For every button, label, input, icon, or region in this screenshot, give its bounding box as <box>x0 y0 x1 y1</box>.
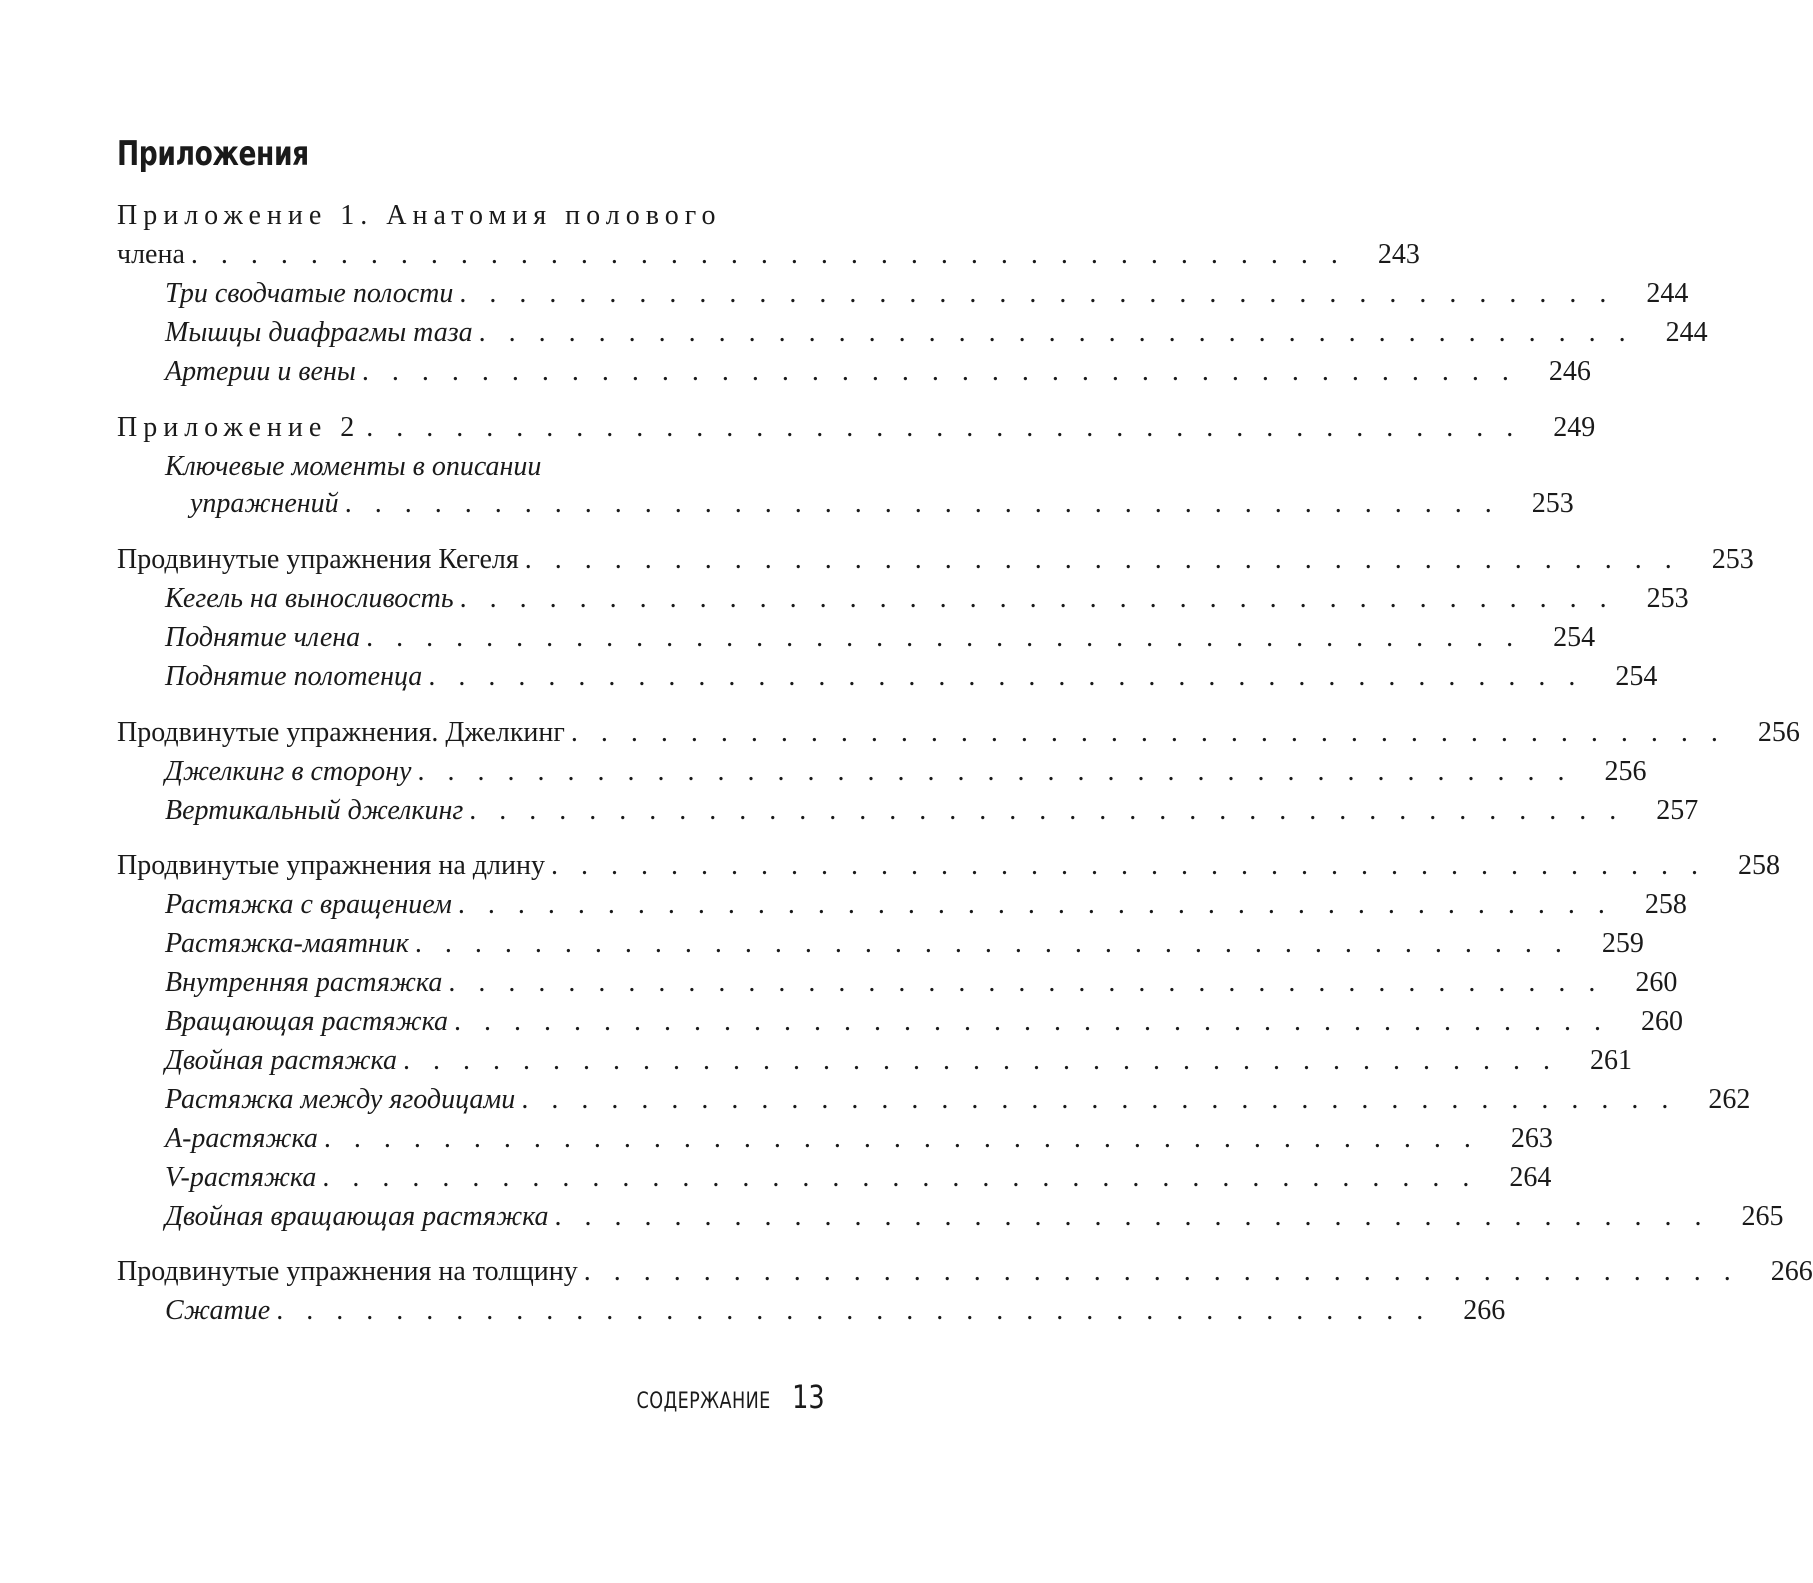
toc-entry-title: упражнений <box>190 488 339 519</box>
leader-dots: . . . . . . . . . . . . . . . . . . . . . . . . . . . . . . . . . . . . . . . <box>344 488 1500 519</box>
toc-entry[interactable] <box>117 235 1420 274</box>
toc-entry-title: Продвинутые упражнения на длину <box>117 850 545 881</box>
toc-entry[interactable] <box>117 846 1780 885</box>
toc-entry[interactable] <box>117 408 1596 447</box>
toc-page-number: 253 <box>1711 544 1754 575</box>
leader-dots: . . . . . . . . . . . . . . . . . . . . . . . . . . . . . . . . . . . . . . . <box>323 1123 1479 1154</box>
running-footer-label: СОДЕРЖАНИЕ <box>636 1389 771 1414</box>
toc-entry[interactable] <box>165 579 1689 618</box>
toc-entry[interactable] <box>165 657 1658 696</box>
toc-entry-title: Сжатие <box>165 1295 271 1326</box>
leader-dots: . . . . . . . . . . . . . . . . . . . . . . . . . . . . . . . . . . . . . . . <box>570 717 1726 748</box>
leader-dots: . . . . . . . . . . . . . . . . . . . . . . . . . . . . . . . . . . . . . . . <box>521 1084 1677 1115</box>
toc-page-number: 244 <box>1665 317 1708 348</box>
leader-dots: . . . . . . . . . . . . . . . . . . . . . . . . . . . . . . . . . . . . . . . <box>417 756 1573 787</box>
toc-page-number: 249 <box>1553 412 1596 443</box>
toc-entry[interactable] <box>165 963 1678 1002</box>
toc-entry-title: Продвинутые упражнения на толщину <box>117 1256 578 1287</box>
toc-page-number: 254 <box>1553 622 1596 653</box>
toc-page-number: 262 <box>1708 1084 1751 1115</box>
toc-page-number: 266 <box>1770 1256 1813 1287</box>
toc-entry-title: Три сводчатые полости <box>165 278 454 309</box>
toc-page-number: 259 <box>1601 928 1644 959</box>
toc-entry[interactable] <box>165 352 1591 391</box>
toc-entry-title: Двойная растяжка <box>165 1045 397 1076</box>
toc-entry-title: Джелкинг в сторону <box>165 756 412 787</box>
toc-page-number: 244 <box>1646 278 1689 309</box>
toc-entry[interactable] <box>165 447 825 486</box>
toc-entry[interactable] <box>165 1041 1632 1080</box>
page-footer <box>603 1378 825 1416</box>
page-number: 13 <box>792 1378 825 1416</box>
toc-page-number: 266 <box>1463 1295 1506 1326</box>
leader-dots: . . . . . . . . . . . . . . . . . . . . . . . . . . . . . . . . . . . . . . . <box>366 622 1522 653</box>
toc-entry-title: Приложение 1. Анатомия полового <box>117 200 722 231</box>
toc-entry[interactable] <box>117 713 1800 752</box>
section-heading: Приложения <box>117 134 309 174</box>
toc-entry-title: Поднятие члена <box>165 622 361 653</box>
toc-page-number: 253 <box>1531 488 1574 519</box>
leader-dots: . . . . . . . . . . . . . . . . . . . . . . . . . . . . . . . . . . . . . . . <box>190 239 1346 270</box>
toc-entry-title: Растяжка с вращением <box>165 889 452 920</box>
toc-entry[interactable] <box>165 1197 1784 1236</box>
toc-page-number: 256 <box>1757 717 1800 748</box>
toc-entry-title: Продвинутые упражнения Кегеля <box>117 544 519 575</box>
leader-dots: . . . . . . . . . . . . . . . . . . . . . . . . . . . . . . . . . . . . . . . <box>459 278 1615 309</box>
toc-entry-title: Внутренняя растяжка <box>165 967 443 998</box>
toc-entry[interactable] <box>165 791 1699 830</box>
toc-entry[interactable] <box>117 540 1754 579</box>
toc-entry-title: Мышцы диафрагмы таза <box>165 317 473 348</box>
toc-entry-title: Поднятие полотенца <box>165 661 423 692</box>
toc-entry[interactable] <box>165 313 1708 352</box>
leader-dots: . . . . . . . . . . . . . . . . . . . . . . . . . . . . . . . . . . . . . . . <box>366 412 1522 443</box>
toc-entry-title: Кегель на выносливость <box>165 583 454 614</box>
toc-entry-title: Продвинутые упражнения. Джелкинг <box>117 717 565 748</box>
leader-dots: . . . . . . . . . . . . . . . . . . . . . . . . . . . . . . . . . . . . . . . <box>457 889 1613 920</box>
toc-entry-title: Приложение 2 <box>117 412 361 443</box>
toc-entry-title: V-растяжка <box>165 1162 317 1193</box>
leader-dots: . . . . . . . . . . . . . . . . . . . . . . . . . . . . . . . . . . . . . . . <box>276 1295 1432 1326</box>
toc-entry-title: члена <box>117 239 185 270</box>
toc-entry[interactable] <box>190 484 1574 523</box>
toc-entry[interactable] <box>165 618 1596 657</box>
leader-dots: . . . . . . . . . . . . . . . . . . . . . . . . . . . . . . . . . . . . . . . <box>524 544 1680 575</box>
toc-page-number: 258 <box>1644 889 1687 920</box>
toc-entry-title: Вертикальный джелкинг <box>165 795 464 826</box>
toc-page-number: 256 <box>1604 756 1647 787</box>
toc-page-number: 263 <box>1510 1123 1553 1154</box>
toc-entry[interactable] <box>117 196 825 235</box>
toc-entry-title: Растяжка между ягодицами <box>165 1084 516 1115</box>
toc-page-number: 261 <box>1589 1045 1632 1076</box>
toc-page-number: 258 <box>1737 850 1780 881</box>
toc-entry-title: Растяжка-маятник <box>165 928 409 959</box>
toc-entry[interactable] <box>165 1291 1506 1330</box>
toc-page-number: 257 <box>1656 795 1699 826</box>
toc-entry[interactable] <box>165 1119 1553 1158</box>
leader-dots: . . . . . . . . . . . . . . . . . . . . . . . . . . . . . . . . . . . . . . . <box>459 583 1615 614</box>
leader-dots: . . . . . . . . . . . . . . . . . . . . . . . . . . . . . . . . . . . . . . . <box>428 661 1584 692</box>
leader-dots: . . . . . . . . . . . . . . . . . . . . . . . . . . . . . . . . . . . . . . . <box>448 967 1604 998</box>
toc-page-number: 260 <box>1640 1006 1683 1037</box>
toc-page-number: 243 <box>1377 239 1420 270</box>
toc-entry[interactable] <box>165 752 1647 791</box>
toc-page-number: 264 <box>1509 1162 1552 1193</box>
leader-dots: . . . . . . . . . . . . . . . . . . . . . . . . . . . . . . . . . . . . . . . <box>453 1006 1609 1037</box>
leader-dots: . . . . . . . . . . . . . . . . . . . . . . . . . . . . . . . . . . . . . . . <box>414 928 1570 959</box>
toc-entry[interactable] <box>165 924 1644 963</box>
leader-dots: . . . . . . . . . . . . . . . . . . . . . . . . . . . . . . . . . . . . . . . <box>550 850 1706 881</box>
toc-page-number: 246 <box>1548 356 1591 387</box>
toc-entry-title: Артерии и вены <box>165 356 356 387</box>
toc-entry[interactable] <box>165 885 1687 924</box>
toc-page-number: 253 <box>1646 583 1689 614</box>
toc-entry[interactable] <box>117 1252 1813 1291</box>
leader-dots: . . . . . . . . . . . . . . . . . . . . . . . . . . . . . . . . . . . . . . . <box>361 356 1517 387</box>
leader-dots: . . . . . . . . . . . . . . . . . . . . . . . . . . . . . . . . . . . . . . . <box>402 1045 1558 1076</box>
toc-entry[interactable] <box>165 274 1689 313</box>
toc-entry-title: Вращающая растяжка <box>165 1006 448 1037</box>
toc-page-number: 265 <box>1741 1201 1784 1232</box>
toc-page-number: 254 <box>1615 661 1658 692</box>
leader-dots: . . . . . . . . . . . . . . . . . . . . . . . . . . . . . . . . . . . . . . . <box>469 795 1625 826</box>
leader-dots: . . . . . . . . . . . . . . . . . . . . . . . . . . . . . . . . . . . . . . . <box>478 317 1634 348</box>
toc-entry-title: Ключевые моменты в описании <box>165 451 542 482</box>
toc-entry-title: Двойная вращающая растяжка <box>165 1201 549 1232</box>
toc-entry-title: А-растяжка <box>165 1123 318 1154</box>
toc-entry[interactable] <box>165 1002 1683 1041</box>
leader-dots: . . . . . . . . . . . . . . . . . . . . . . . . . . . . . . . . . . . . . . . <box>583 1256 1739 1287</box>
toc-page-number: 260 <box>1635 967 1678 998</box>
leader-dots: . . . . . . . . . . . . . . . . . . . . . . . . . . . . . . . . . . . . . . . <box>554 1201 1710 1232</box>
toc-entry[interactable] <box>165 1080 1751 1119</box>
toc-entry[interactable] <box>165 1158 1552 1197</box>
leader-dots: . . . . . . . . . . . . . . . . . . . . . . . . . . . . . . . . . . . . . . . <box>322 1162 1478 1193</box>
